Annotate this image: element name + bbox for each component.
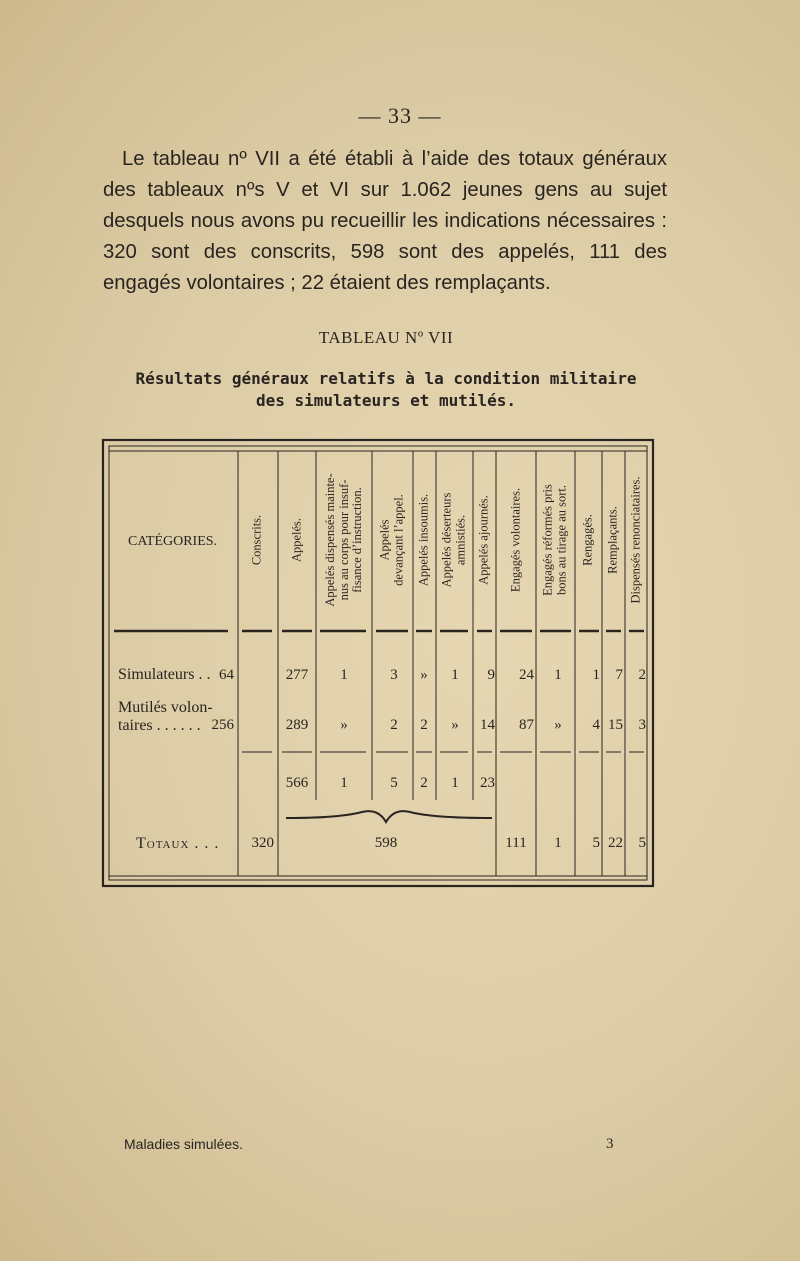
cell-sim-appeles: 277 xyxy=(285,667,309,683)
table-heading: TABLEAU Nº VII xyxy=(318,328,454,347)
col-header-dispenses-renonciataires: Dispensés renonciataires. xyxy=(628,476,643,604)
col-header-appeles-dispenses: Appelés dispensés mainte- nus au corps pour insuf- fisance d’instruction. xyxy=(322,473,364,607)
col-header-appeles-deserteurs: Appelés déserteurs amnistiés. xyxy=(439,492,467,588)
footer-title: Maladies simulées. xyxy=(124,1136,244,1152)
subtotal-ajournes: 23 xyxy=(480,775,495,791)
cell-mut-insoumis: 2 xyxy=(420,717,428,733)
row-label-mutiles-line2: taires . . . . . . xyxy=(118,717,201,734)
subtotal-deserteurs: 1 xyxy=(451,775,459,791)
cell-sim-conscrits: 64 xyxy=(219,667,234,683)
col-header-engages-reformes: Engagés réformés pris bons au tirage au sort. xyxy=(540,484,568,596)
col-header-appeles-insoumis: Appelés insoumis. xyxy=(416,493,431,587)
cell-mut-appeles: 289 xyxy=(285,717,309,733)
cell-mut-engages: 87 xyxy=(519,717,534,733)
cell-sim-dispenses-renon: 2 xyxy=(638,667,646,683)
cell-mut-dispenses-renon: 3 xyxy=(638,717,646,733)
cell-mut-reformes: » xyxy=(554,717,562,733)
total-engages-reformes: 1 xyxy=(554,835,562,851)
col-header-appeles: Appelés. xyxy=(289,517,304,563)
col-header-appeles-devancant: Appelés devançant l’appel. xyxy=(377,494,405,586)
subtotal-insoumis: 2 xyxy=(420,775,428,791)
cell-sim-rengages: 1 xyxy=(592,667,600,683)
cell-sim-dispenses: 1 xyxy=(340,667,348,683)
total-remplacants: 22 xyxy=(608,835,623,851)
cell-sim-reformes: 1 xyxy=(554,667,562,683)
col-header-appeles-ajournes: Appelés ajournés. xyxy=(476,495,491,585)
row-label-simulateurs: Simulateurs . . xyxy=(118,666,211,683)
row-label-mutiles-line1: Mutilés volon- xyxy=(118,699,213,716)
cell-sim-deserteurs: 1 xyxy=(451,667,459,683)
categories-header: CATÉGORIES. xyxy=(128,534,218,549)
caption-line-2: des simulateurs et mutilés. xyxy=(255,391,517,410)
caption-line-1: Résultats généraux relatifs à la condition militaire xyxy=(135,369,637,388)
cell-mut-rengages: 4 xyxy=(592,717,600,733)
cell-mut-deserteurs: » xyxy=(451,717,459,733)
cell-sim-ajournes: 9 xyxy=(487,667,495,683)
cell-mut-remplacants: 15 xyxy=(608,717,623,733)
total-engages: 111 xyxy=(505,835,527,851)
total-dispenses: 5 xyxy=(638,835,646,851)
col-header-rengages: Rengagés. xyxy=(580,514,595,566)
cell-sim-remplacants: 7 xyxy=(615,667,623,683)
footer-signature-mark: 3 xyxy=(606,1136,614,1152)
cell-sim-insoumis: » xyxy=(420,667,428,683)
col-header-engages-volontaires: Engagés volontaires. xyxy=(508,487,523,593)
subtotal-devancant: 5 xyxy=(390,775,398,791)
cell-mut-conscrits: 256 xyxy=(211,717,234,733)
total-rengages: 5 xyxy=(592,835,600,851)
subtotal-dispenses: 1 xyxy=(340,775,348,791)
cell-mut-ajournes: 14 xyxy=(480,717,495,733)
cell-sim-devancant: 3 xyxy=(390,667,398,683)
intro-text: Le tableau nº VII a été établi à l’aide des totaux généraux des tableaux nºs V et VI sur 1.062 jeunes gens au sujet desquels nous avons pu recueillir les indications nécessaires : 320 sont des conscrits, 598 sont des appelés, 111 des engagés volontaires ; 22 étaient des remplaçants. xyxy=(103,148,667,294)
cell-mut-dispenses: » xyxy=(340,717,348,733)
subtotal-appeles: 566 xyxy=(285,775,309,791)
cell-mut-devancant: 2 xyxy=(390,717,398,733)
totals-label: Totaux . . . xyxy=(136,835,220,852)
col-header-conscrits: Conscrits. xyxy=(249,514,264,566)
total-appeles: 598 xyxy=(374,835,398,851)
col-header-remplacants: Remplaçants. xyxy=(605,506,620,574)
cell-sim-engages: 24 xyxy=(519,667,534,683)
page-number: — 33 — xyxy=(358,103,442,128)
total-conscrits: 320 xyxy=(251,835,274,851)
